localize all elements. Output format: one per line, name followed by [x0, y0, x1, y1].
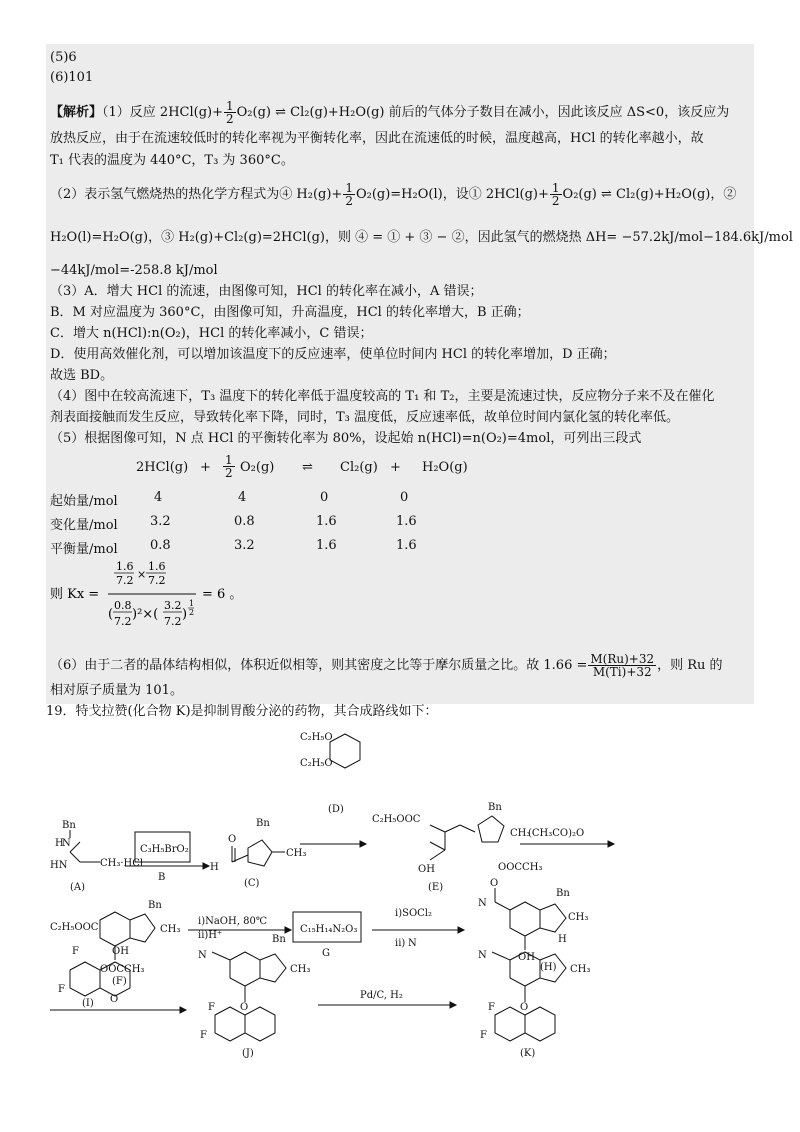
analysis-p2-line3: −44kJ/mol=-258.8 kJ/mol	[50, 263, 218, 278]
svg-text:CH₃: CH₃	[570, 964, 591, 975]
label-j: (J)	[242, 1048, 254, 1059]
table-row: 平衡量/mol 0.8 3.2 1.6 1.6	[50, 538, 417, 557]
analysis-p4-a: （4）图中在较高流速下，T₃ 温度下的转化率低于温度较高的 T₁ 和 T₂，主要是流速过快，反应物分子来不及在催化	[50, 389, 715, 404]
svg-text:CH₃·HCl: CH₃·HCl	[100, 858, 144, 869]
svg-text:N: N	[478, 898, 487, 909]
svg-text:OOCCH₃: OOCCH₃	[498, 862, 543, 873]
svg-text:H: H	[558, 934, 567, 945]
compound-E	[430, 816, 504, 860]
svg-text:Bn: Bn	[556, 888, 570, 899]
analysis-p3-a: （3）A．增大 HCl 的流速，由图像可知，HCl 的转化率在减小，A 错误；	[50, 284, 483, 299]
svg-text:OH: OH	[112, 946, 129, 957]
analysis-p1-line1: 【解析】（1）反应 2HCl(g)+ $\frac{1}{2}$ O₂(g) ⇌ Cl₂(g)+H₂O(g) 前后的气体分子数目在减小，因此该反应 ΔS<0，该反应为	[50, 99, 730, 126]
question-19-title: 19．特戈拉赞(化合物 K)是抑制胃酸分泌的药物，其合成路线如下：	[46, 704, 438, 719]
svg-text:N: N	[408, 938, 417, 949]
compound-C	[232, 840, 285, 866]
svg-text:7.2: 7.2	[116, 574, 134, 587]
svg-text:CH₃: CH₃	[510, 828, 531, 839]
step-naoh-1: i)NaOH, 80℃	[198, 916, 267, 927]
svg-text:F: F	[200, 1030, 207, 1041]
fraction-half: $\frac{1}{2}$	[345, 181, 353, 208]
svg-text:Bn: Bn	[272, 934, 286, 945]
step-socl2-2: ii)	[395, 938, 406, 949]
analysis-p3-c: C．增大 n(HCl):n(O₂)，HCl 的转化率减小，C 错误；	[50, 326, 373, 341]
svg-text:Bn: Bn	[256, 818, 270, 829]
svg-text:HN: HN	[50, 860, 68, 871]
analysis-p1-line2: 放热反应，由于在流速较低时的转化率视为平衡转化率，因此在流速低的时候，温度越高，HCl 的转化率越小，故	[50, 131, 704, 146]
fraction-half: $\frac{1}{2}$	[226, 99, 234, 126]
analysis-p6-line2: 相对原子质量为 101。	[50, 683, 183, 698]
table-header-row: 2HCl(g) + $\frac{1}{2}$ O₂(g) ⇌ Cl₂(g) + H₂O(g)	[136, 453, 468, 480]
fraction-half: $\frac{1}{2}$	[551, 181, 560, 208]
reagent-b-formula: C₃H₅BrO₂	[140, 844, 189, 855]
svg-text:F: F	[58, 984, 65, 995]
g-formula: C₁₅H₁₄N₂O₃	[300, 924, 358, 935]
svg-text:N: N	[478, 950, 487, 961]
svg-text:F: F	[488, 1002, 495, 1013]
label-h: (H)	[540, 962, 557, 973]
compound-D	[330, 734, 360, 768]
svg-text:Bn: Bn	[488, 802, 502, 813]
kx-result: = 6 。	[202, 587, 243, 602]
svg-text:O: O	[490, 878, 499, 889]
svg-text:Bn: Bn	[148, 900, 162, 911]
svg-text:O: O	[228, 834, 237, 845]
svg-text:Bn: Bn	[62, 820, 76, 831]
svg-text:1.6: 1.6	[116, 560, 134, 573]
svg-text:CH₃: CH₃	[160, 924, 181, 935]
svg-text:O: O	[520, 1002, 529, 1013]
svg-text:)²×(: )²×(	[132, 607, 159, 622]
reagent-ac2o: (CH₃CO)₂O	[528, 828, 585, 839]
analysis-p6-line1: （6）由于二者的晶体结构相似，体积近似相等，则其密度之比等于摩尔质量之比。故 1.66 = $\frac{M(Ru)+32}{M(Ti)+32}$ ，则 Ru 的	[50, 652, 723, 679]
svg-text:×: ×	[137, 568, 147, 581]
table-row: 变化量/mol 3.2 0.8 1.6 1.6	[50, 514, 417, 533]
kx-label: 则 Kx =	[50, 587, 100, 602]
analysis-p3-d: D．使用高效催化剂，可以增加该温度下的反应速率，使单位时间内 HCl 的转化率增加，D 正确；	[50, 347, 616, 362]
svg-text:): )	[182, 607, 188, 622]
analysis-p2-line2: H₂O(l)=H₂O(g)，③ H₂(g)+Cl₂(g)=2HCl(g)，则 ④ = ① + ③ − ②，因此氢气的燃烧热 ΔH= −57.2kJ/mol−184.6kJ/mol	[50, 230, 793, 245]
svg-text:O: O	[110, 994, 119, 1005]
svg-text:CH₃: CH₃	[290, 964, 311, 975]
svg-text:F: F	[208, 1002, 215, 1013]
kx-expression	[50, 558, 350, 638]
svg-text:C₂H₅O: C₂H₅O	[300, 758, 333, 769]
analysis-p3-b: B．M 对应温度为 360°C，由图像可知，升高温度，HCl 的转化率增大，B 正确；	[50, 305, 530, 320]
svg-text:7.2: 7.2	[164, 615, 182, 628]
g-label: G	[322, 948, 330, 959]
svg-text:CH₃: CH₃	[568, 912, 589, 923]
svg-text:OH: OH	[418, 864, 435, 875]
fraction-half: $\frac{1}{2}$	[225, 453, 233, 480]
answer-6: (6)101	[50, 70, 94, 85]
svg-text:(: (	[108, 607, 114, 622]
compound-J	[212, 952, 286, 1041]
label-f: (F)	[112, 976, 127, 987]
svg-text:F: F	[72, 946, 79, 957]
arrowhead	[203, 863, 209, 869]
ru-fraction: $\frac{M(Ru)+32}{M(Ti)+32}$	[590, 652, 655, 679]
label-a: (A)	[70, 882, 86, 893]
step-naoh-2: ii)H⁺	[198, 930, 223, 941]
svg-text:OOCCH₃: OOCCH₃	[100, 964, 145, 975]
step-socl2-1: i)SOCl₂	[395, 908, 433, 919]
analysis-p5-a: （5）根据图像可知，N 点 HCl 的平衡转化率为 80%，设起始 n(HCl)=n(O₂)=4mol，可列出三段式	[50, 431, 642, 446]
svg-text:F: F	[480, 1030, 487, 1041]
label-e: (E)	[428, 882, 444, 893]
svg-text:1.6: 1.6	[148, 560, 166, 573]
table-row: 起始量/mol 4 4 0 0	[50, 490, 409, 509]
label-k: (K)	[520, 1048, 536, 1059]
svg-text:2: 2	[189, 608, 195, 617]
svg-text:3.2: 3.2	[164, 599, 182, 612]
svg-text:7.2: 7.2	[114, 615, 132, 628]
svg-text:C₂H₅O: C₂H₅O	[300, 732, 333, 743]
svg-text:N: N	[62, 838, 71, 849]
label-d: (D)	[328, 804, 344, 815]
svg-text:H: H	[210, 862, 219, 873]
svg-text:OH: OH	[518, 952, 535, 963]
step-pd: Pd/C, H₂	[360, 990, 403, 1001]
svg-text:H: H	[55, 838, 64, 849]
analysis-p3-e: 故选 BD。	[50, 368, 114, 383]
svg-text:CH₃: CH₃	[286, 848, 307, 859]
analysis-tag: 【解析】	[50, 105, 103, 120]
svg-text:7.2: 7.2	[148, 574, 166, 587]
svg-text:0.8: 0.8	[114, 599, 132, 612]
synthesis-scheme	[0, 720, 800, 1120]
svg-text:C₂H₅OOC: C₂H₅OOC	[50, 922, 99, 933]
reagent-b-label: B	[158, 872, 166, 883]
analysis-p1-line3: T₁ 代表的温度为 440°C，T₃ 为 360°C。	[50, 153, 294, 168]
svg-text:1: 1	[189, 599, 195, 608]
answer-5: (5)6	[50, 50, 77, 65]
svg-text:C₂H₅OOC: C₂H₅OOC	[372, 814, 421, 825]
svg-text:N: N	[198, 950, 207, 961]
label-c: (C)	[244, 878, 260, 889]
compound-A	[70, 830, 100, 862]
analysis-p2-line1: （2）表示氢气燃烧热的热化学方程式为④ H₂(g)+ $\frac{1}{2}$ O₂(g)=H₂O(l)，设① 2HCl(g)+ $\frac{1}{2}$ O₂(g) ⇌ Cl₂(g)+H₂O(g)，②	[50, 181, 737, 208]
analysis-p4-b: 剂表面接触而发生反应，导致转化率下降，同时，T₃ 温度低，反应速率低，故单位时间内氯化氢的转化率低。	[50, 410, 680, 425]
svg-text:O: O	[240, 1002, 249, 1013]
label-i: (I)	[82, 998, 94, 1009]
